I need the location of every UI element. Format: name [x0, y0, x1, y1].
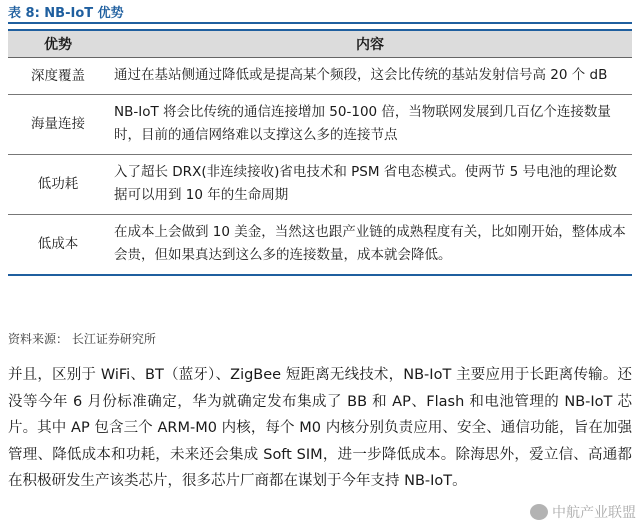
- advantage-name: 海量连接: [8, 95, 108, 155]
- table-row: [8, 155, 632, 215]
- table-row: [8, 95, 632, 155]
- advantages-table: [8, 29, 632, 276]
- watermark-text: 中航产业联盟: [552, 505, 636, 521]
- wechat-icon: [530, 504, 548, 520]
- table-title-bar: [8, 0, 632, 24]
- source-note: 资料来源： 长江证券研究所: [8, 332, 156, 346]
- table-row: [8, 215, 632, 276]
- advantage-content: 在成本上会做到 10 美金，当然这也跟产业链的成熟程度有关，比如刚开始，整体成本会贵，但如果真达到这么多的连接数量，成本就会降低。: [108, 215, 632, 276]
- advantage-content: 入了超长 DRX(非连续接收)省电技术和 PSM 省电态模式。使两节 5 号电池的理论数据可以用到 10 年的生命周期: [108, 155, 632, 215]
- body-paragraph: 并且，区别于 WiFi、BT（蓝牙）、ZigBee 短距离无线技术，NB-IoT 主要应用于长距离传输。还没等今年 6 月份标准确定，华为就确定发布集成了 BB 和 AP、Flash 和电池管理的 NB-IoT 芯片。其中 AP 包含三个 ARM-M0 内核，每个 M0 内核分别负责应用、安全、通信功能，旨在加强管理、降低成本和功耗，未来还会集成 Soft SIM，进一步降低成本。除海思外，爱立信、高通都在积极研发生产该类芯片，很多芯片厂商都在谋划于今年支持 NB-IoT。: [8, 367, 632, 489]
- header-advantage: 优势: [8, 30, 108, 58]
- table-title: 表 8: NB-IoT 优势: [8, 6, 124, 21]
- advantage-name: 低成本: [8, 215, 108, 276]
- table-row: [8, 58, 632, 95]
- header-content: 内容: [108, 30, 632, 58]
- advantage-content: NB-IoT 将会比传统的通信连接增加 50-100 倍，当物联网发展到几百亿个连接数量时，目前的通信网络难以支撑这么多的连接节点: [108, 95, 632, 155]
- advantage-name: 低功耗: [8, 155, 108, 215]
- table-header-row: [8, 30, 632, 58]
- advantage-name: 深度覆盖: [8, 58, 108, 95]
- watermark: [530, 502, 636, 522]
- advantage-content: 通过在基站侧通过降低或是提高某个频段，这会比传统的基站发射信号高 20 个 dB: [108, 58, 632, 95]
